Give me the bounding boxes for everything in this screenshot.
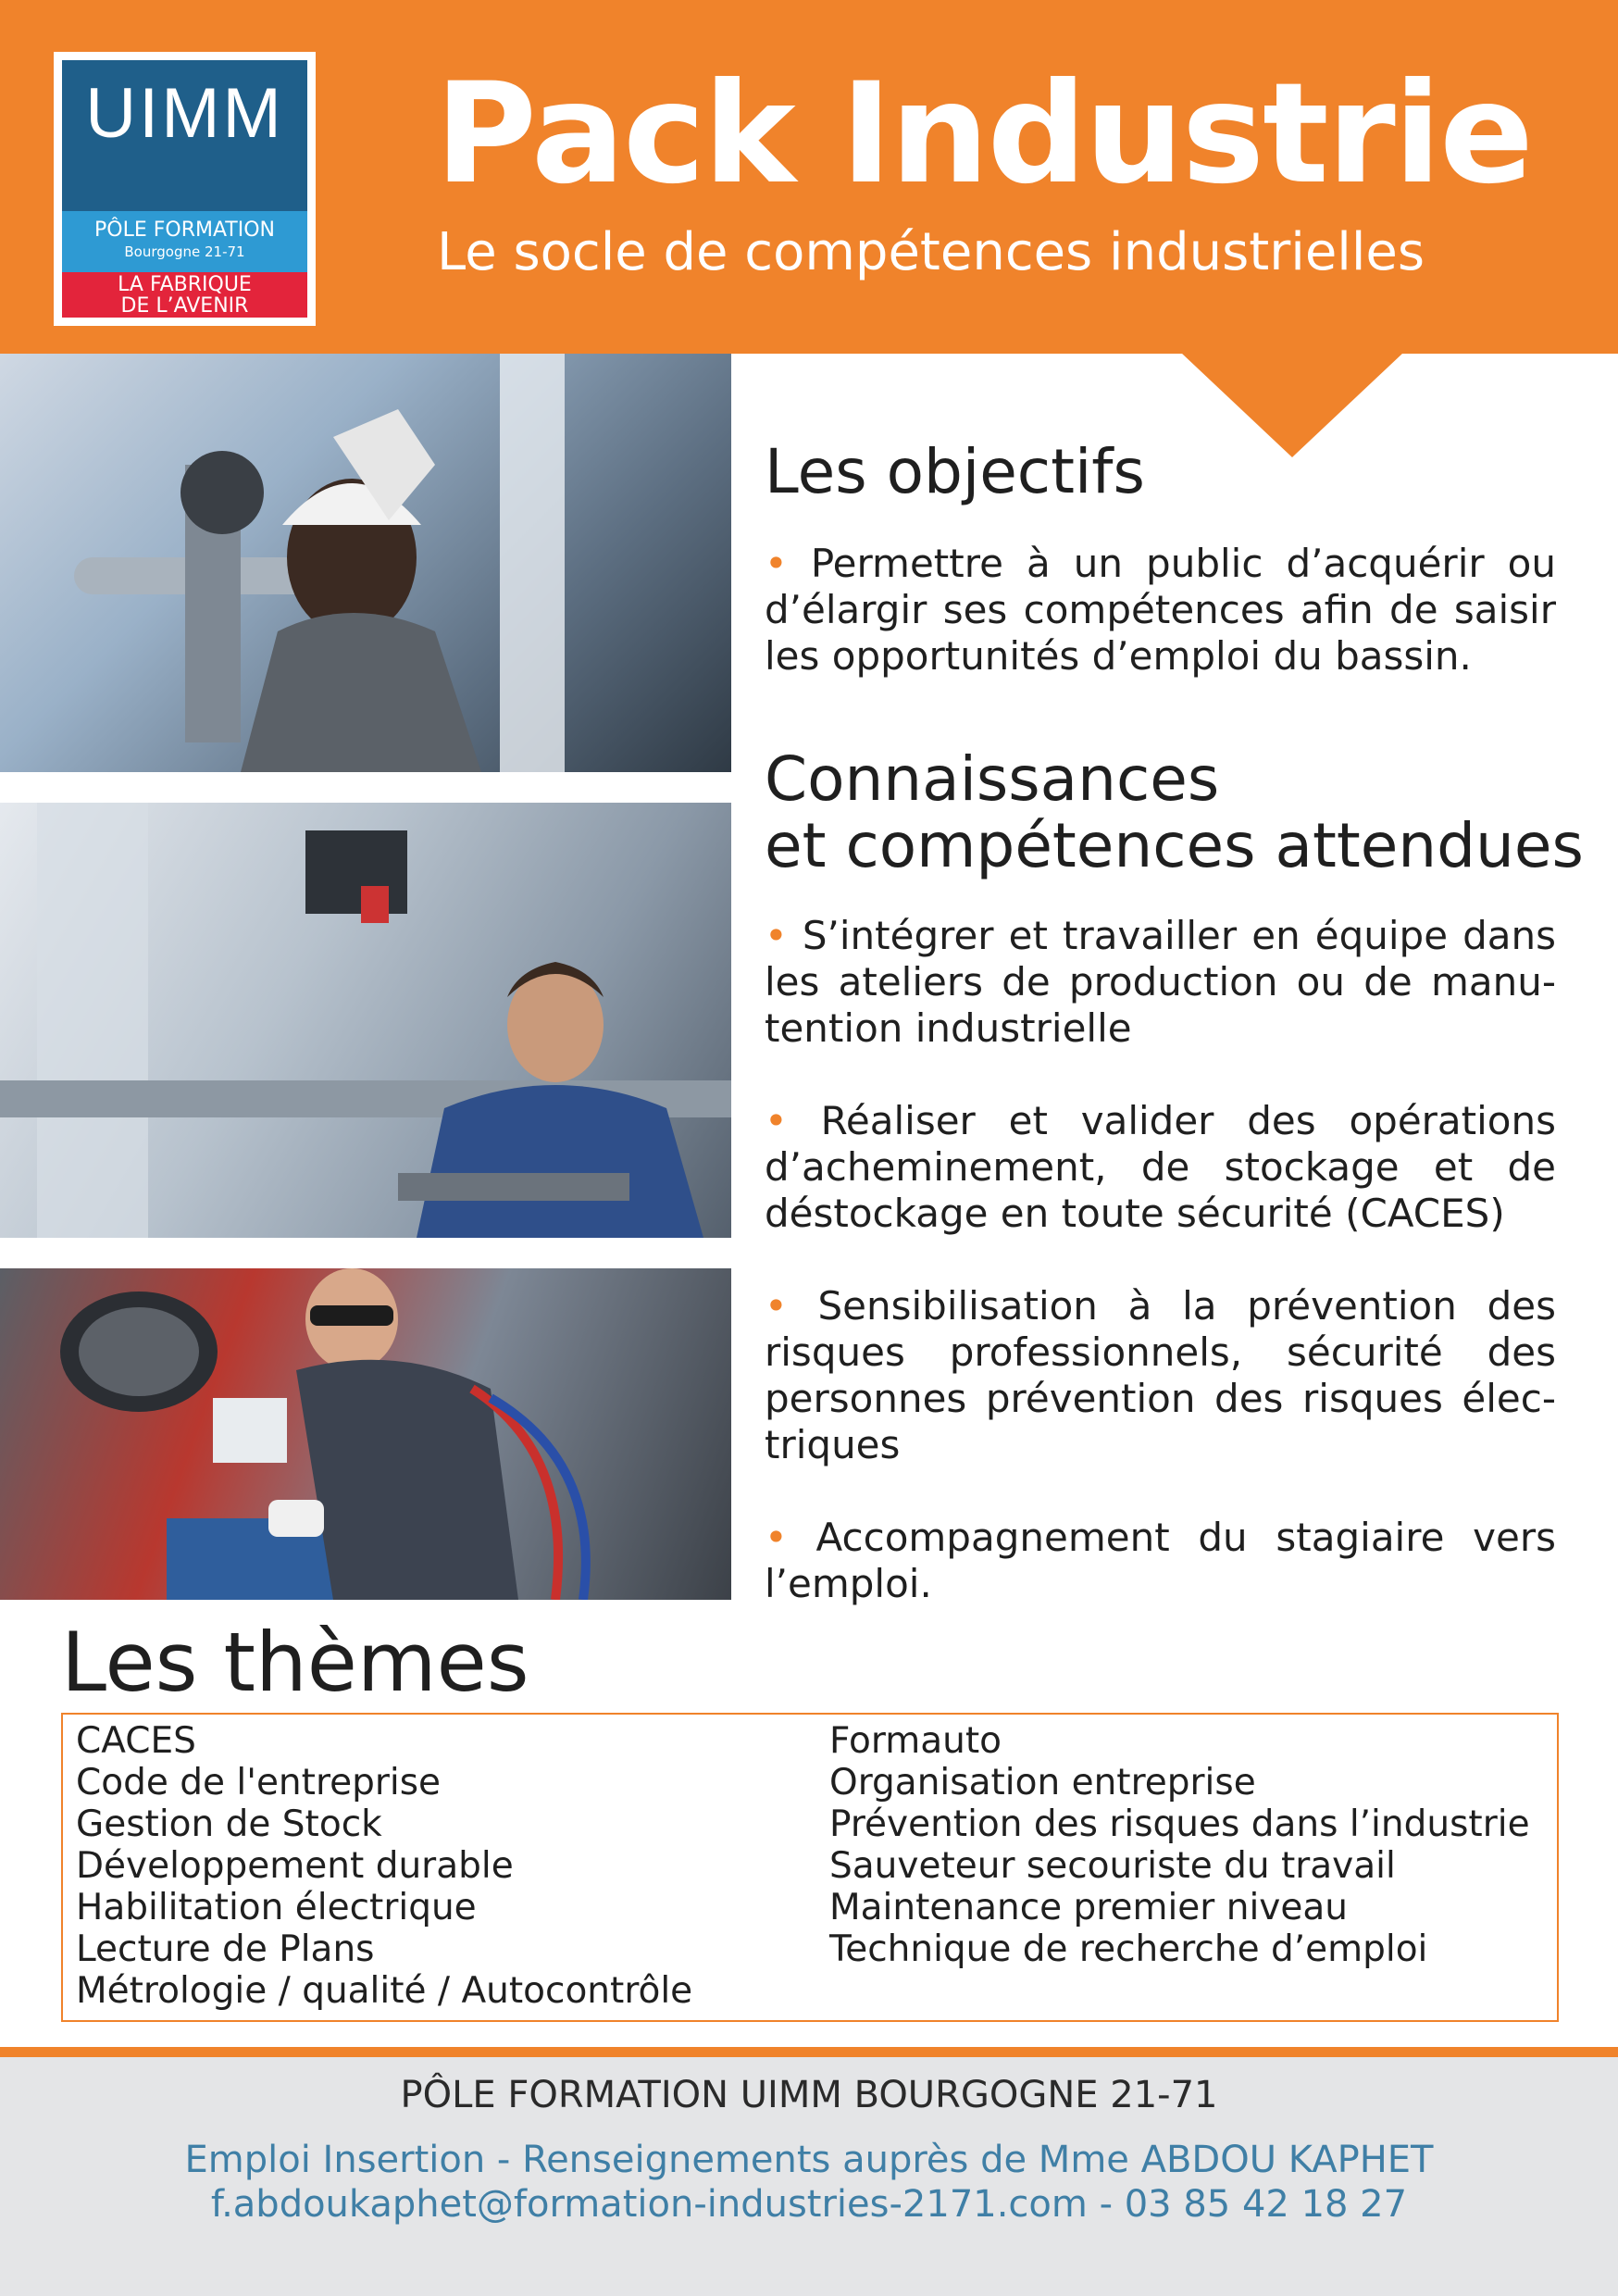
theme-item: Formauto [829, 1720, 1002, 1762]
objectifs-title: Les objectifs [765, 436, 1145, 507]
connaissances-item [765, 1283, 1556, 1468]
logo-tagline-1: LA FABRIQUE [118, 273, 252, 296]
footer [0, 2057, 1618, 2296]
objectifs-section [765, 436, 1556, 680]
theme-item: Métrologie / qualité / Autocontrôle [76, 1970, 693, 2012]
themes-column-1 [76, 1720, 692, 2012]
connaissances-item-text: Réaliser et valider des opérations d’acheminement, de stockage et de déstockage en toute sécurité (CACES) [765, 1098, 1556, 1236]
themes-box [61, 1713, 1559, 2022]
page-title: Pack Industrie [435, 54, 1532, 215]
themes-title: Les thèmes [61, 1615, 529, 1710]
connaissances-item [765, 1515, 1556, 1607]
theme-item: Organisation entreprise [829, 1762, 1256, 1803]
objectifs-item-text: Permettre à un public d’acquérir ou d’élargir ses compétences afin de saisir les opportunités d’emploi du bassin. [765, 541, 1556, 679]
footer-divider [0, 2047, 1618, 2057]
connaissances-item-text: Sensibilisation à la prévention des risques professionnels, sécurité des personnes prévention des risques électriques [765, 1283, 1556, 1467]
connaissances-title-2: et compétences attendues [765, 810, 1584, 881]
theme-item: Habilitation électrique [76, 1887, 477, 1928]
logo-pole-block [62, 211, 307, 272]
connaissances-item-text: S’intégrer et travailler en équipe dans les ateliers de production ou de manutention industrielle [765, 913, 1556, 1051]
logo-pole: PÔLE FORMATION [93, 218, 275, 242]
theme-item: Développement durable [76, 1845, 514, 1887]
theme-item: Sauveteur secouriste du travail [829, 1845, 1396, 1887]
bullet-icon: • [765, 1515, 788, 1560]
connaissances-item-text: Accompagnement du stagiaire vers l’emploi. [765, 1515, 1556, 1606]
photo-worker-welding [0, 1268, 731, 1600]
photo-worker-workshop-illustration [0, 803, 731, 1238]
footer-contact-line: Emploi Insertion - Renseignements auprès de Mme ABDOU KAPHET [184, 2139, 1434, 2181]
logo-brand: UIMM [85, 74, 284, 153]
page-subtitle: Le socle de compétences industrielles [437, 222, 1425, 282]
logo-region: Bourgogne 21-71 [124, 243, 245, 260]
photo-worker-workshop [0, 803, 731, 1238]
connaissances-item [765, 913, 1556, 1052]
bullet-icon: • [765, 913, 788, 958]
theme-item: Code de l'entreprise [76, 1762, 442, 1803]
theme-item: Technique de recherche d’emploi [829, 1928, 1428, 1970]
footer-title: PÔLE FORMATION UIMM BOURGOGNE 21-71 [400, 2074, 1218, 2116]
theme-item: CACES [76, 1720, 196, 1762]
theme-item: Maintenance premier niveau [829, 1887, 1348, 1928]
photo-worker-welding-illustration [0, 1268, 731, 1600]
logo-tagline [62, 272, 307, 318]
bullet-icon: • [765, 541, 788, 586]
objectifs-item [765, 541, 1556, 680]
connaissances-section [765, 743, 1584, 1607]
connaissances-title-1: Connaissances [765, 743, 1220, 815]
photo-worker-helmet [0, 354, 731, 772]
theme-item: Prévention des risques dans l’industrie [829, 1803, 1530, 1845]
logo-top-block [62, 60, 307, 211]
connaissances-item [765, 1098, 1556, 1237]
themes-column-2 [829, 1720, 1530, 1970]
bullet-icon: • [765, 1283, 788, 1329]
logo-tagline-2: DE L’AVENIR [120, 294, 249, 318]
photo-worker-helmet-illustration [0, 354, 731, 772]
footer-email-phone[interactable]: f.abdoukaphet@formation-industries-2171.com - 03 85 42 18 27 [210, 2183, 1408, 2226]
bullet-icon: • [765, 1098, 788, 1143]
theme-item: Gestion de Stock [76, 1803, 382, 1845]
theme-item: Lecture de Plans [76, 1928, 375, 1970]
